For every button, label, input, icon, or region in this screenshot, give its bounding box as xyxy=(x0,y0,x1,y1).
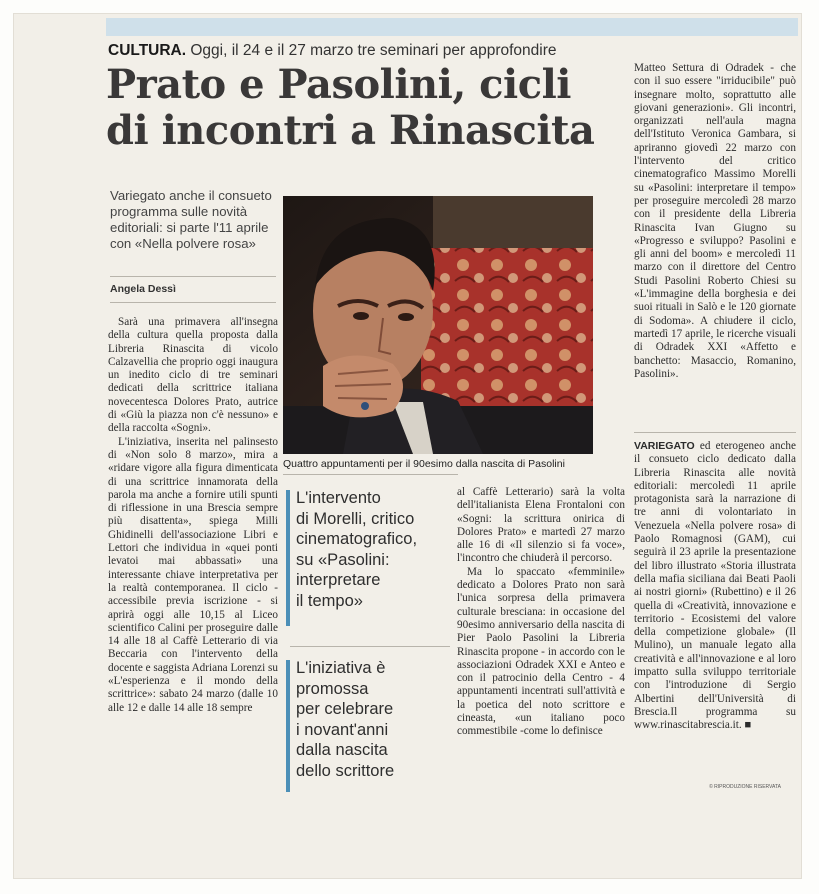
copyright-note: © RIPRODUZIONE RISERVATA xyxy=(709,784,781,790)
pull-quote-divider xyxy=(290,646,450,647)
section-top-band xyxy=(106,18,798,36)
headline-line-2: di incontri a Rinascita xyxy=(106,107,595,154)
pull-quote-2-line: promossa xyxy=(296,679,369,698)
pull-quote-2-line: i novant'anni xyxy=(296,720,389,739)
kicker-section: CULTURA. xyxy=(108,42,187,59)
headline xyxy=(106,62,626,154)
pull-quote-1-line: di Morelli, critico xyxy=(296,509,415,528)
column-3-paragraph-1: al Caffè Letterario) sarà la volta dell'italianista Elena Frontaloni con «Sogni: la scrittura onirica di Dolores Prato» e martedì 27 marzo alle 16 di «Il silenzio si fa voce», l'incontro che chiuderà il percorso. xyxy=(457,486,625,565)
headline-line-1: Prato e Pasolini, cicli xyxy=(106,61,571,108)
caption-divider xyxy=(283,474,458,475)
pull-quote-1-line: L'intervento xyxy=(296,489,381,507)
pull-quote-1-bar xyxy=(286,490,290,626)
column-3 xyxy=(457,486,625,739)
summary: Variegato anche il consueto programma sulle novità editoriali: si parte l'11 aprile con «Nella polvere rosa» xyxy=(110,188,272,251)
kicker-text: Oggi, il 24 e il 27 marzo tre seminari per approfondire xyxy=(186,42,557,59)
pull-quote-2-line: L'iniziativa è xyxy=(296,659,386,677)
pull-quote-1-line: il tempo» xyxy=(296,591,363,610)
byline: Angela Dessì xyxy=(110,283,176,295)
portrait-illustration xyxy=(283,196,593,454)
summary-divider xyxy=(110,276,276,277)
column-4-paragraph-2 xyxy=(634,440,796,733)
column-1-paragraph-2: L'iniziativa, inserita nel palinsesto di «Non solo 8 marzo», mira a «ridare vigore alla figura dimenticata di una scrittrice innamorata della parola ma anche a fornire utili spunti di riflessione in una Brescia sempre più disattenta», spiega Milli Ghidinelli dell'associazione Libri e Lettori che individua in «quei ponti levatoi mai abbassati» una interessante chiave interpretativa per la realtà contemporanea. Il ciclo - accessibile previa iscrizione - si aprirà oggi alle 10,15 al Liceo scientifico Calini per proseguire dalle 14 alle 18 al Caffè Letterario di via Beccaria con l'intervento della docente e saggista Adriana Lorenzi su «L'esperienza e il mondo della scrittrice»: sabato 24 marzo (dalle 10 alle 12 e dalle 14 alle 18 sempre xyxy=(108,435,278,714)
photo-caption: Quattro appuntamenti per il 90esimo dalla nascita di Pasolini xyxy=(283,458,565,470)
column-3-paragraph-2: Ma lo spaccato «femminile» dedicato a Dolores Prato non sarà l'unica sorpresa della primavera culturale bresciana: in occasione del 90esimo anniversario della nascita di Pier Paolo Pasolini la Libreria Rinascita propone - in accordo con le associazioni Odradek XXI e Anteo e con il patrocinio della Centro - 4 appuntamenti incentrati sull'attività e la poetica del noto scrittore e cineasta, «un italiano poco commestibile -come lo definisce xyxy=(457,565,625,738)
column-4-top xyxy=(634,62,796,381)
column-4-paragraph-1: Matteo Settura di Odradek - che con il suo essere "irriducibile" può insegnare molto, soprattutto alle giovani generazioni». Gli incontri, organizzati nell'aula magna dell'Istituto Veronica Gambara, si apriranno giovedì 22 marzo con l'intervento del critico cinematografico Massimo Morelli su «Pasolini: interpretare il tempo» per proseguire mercoledì 28 marzo con il presidente della Libreria Rinascita Ivan Giugno su «Progresso e sviluppo? Pasolini e gli anni del boom» e mercoledì 11 marzo con il direttore del Centro Studi Pasolini Roberto Chiesi su «L'immagine della borghesia e dei suoi rituali in Salò e le 120 giornate di Sodoma». A chiudere il ciclo, martedì 17 aprile, le ricerche visuali di Odradek XXI «Affetto e banchetto: Masaccio, Romanino, Pasolini». xyxy=(634,62,796,380)
column-4-text: ed eterogeneo anche il consueto ciclo dedicato dalla Libreria Rinascita alle novità editoriali: mercoledì 11 aprile protagonista sarà la narrazione di tre anni di volontariato in Venezuela «Nella polvere rosa» di Paolo Romagnosi (GAM), cui seguirà il 23 aprile la presentazione del libro illustrato «Storia illustrata della mafia siciliana dai Beati Paoli ai nostri giorni» (Rubettino) e il 26 quella di «Creatività, innovazione e territorio - Ecosistemi del valore della competizione globale» (Il Mulino), un manuale legato alla creatività e all'innovazione e al loro impatto sulla sviluppo territoriale con l'introduzione di Sergio Albertini dell'Università di Brescia.Il programma su www.rinascitabrescia.it. ■ xyxy=(634,440,796,732)
column-4-bottom xyxy=(634,440,796,733)
pull-quote-1-line: su «Pasolini: xyxy=(296,550,390,569)
pull-quote-1-line: interpretare xyxy=(296,571,381,589)
column-4-divider xyxy=(634,432,796,433)
pull-quote-2 xyxy=(296,658,394,781)
column-1-paragraph-1: Sarà una primavera all'insegna della cultura quella proposta dalla Libreria Rinascita di vicolo Calzavellia che proprio oggi inaugura un inedito ciclo di tre seminari dedicati della scrittrice italiana novecentesca Dolores Prato, autrice di «Giù la piazza non c'è nessuno» e della raccolta «Sogni». xyxy=(108,316,278,435)
kicker xyxy=(108,42,557,60)
pull-quote-2-bar xyxy=(286,660,290,792)
pull-quote-2-line: per celebrare xyxy=(296,700,394,718)
byline-divider xyxy=(110,302,276,303)
column-4-lead: VARIEGATO xyxy=(634,440,695,452)
pasolini-photo xyxy=(283,196,593,454)
pull-quote-1-line: cinematografico, xyxy=(296,530,418,548)
pull-quote-2-line: dalla nascita xyxy=(296,741,388,759)
pull-quote-2-line: dello scrittore xyxy=(296,761,395,780)
column-1 xyxy=(108,316,278,715)
pull-quote-1 xyxy=(296,488,417,611)
